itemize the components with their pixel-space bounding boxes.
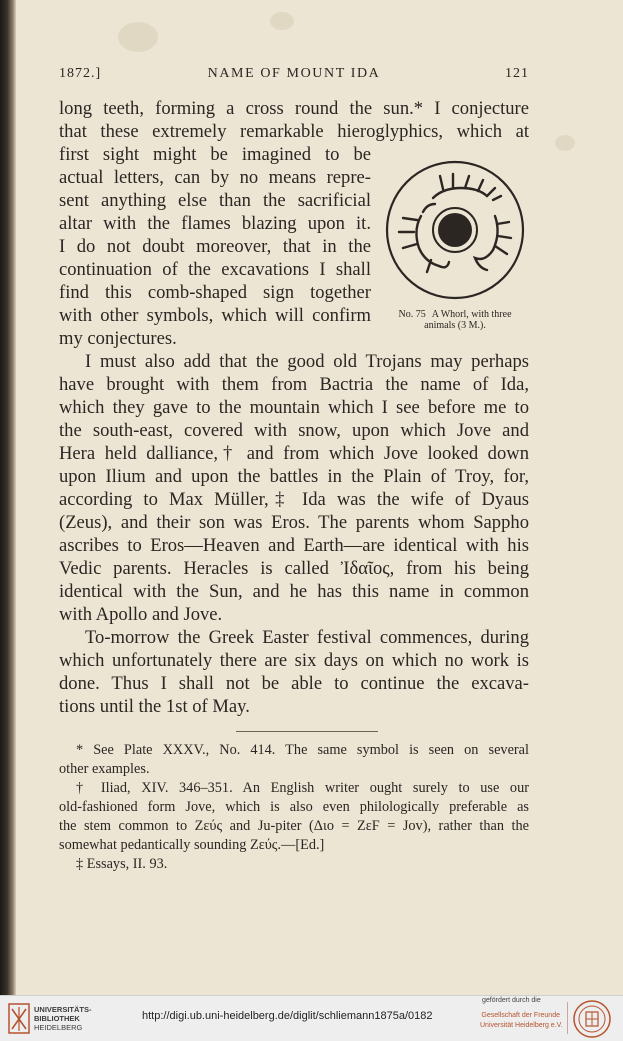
body-line: (Zeus), and their son was Eros. The parents whom Sappho — [59, 512, 529, 533]
university-seal-icon — [572, 999, 612, 1039]
whorl-illustration — [383, 158, 528, 303]
footnote-line: the stem common to Ζεύς and Ju-piter (Διο = ΖεϜ = Jov), rather than the — [59, 818, 529, 834]
paper-stain — [270, 12, 294, 30]
body-line: with Apollo and Jove. — [59, 604, 223, 625]
paper-stain — [118, 22, 158, 52]
body-line: upon Ilium and upon the battles in the Plain of Troy, for, — [59, 466, 529, 487]
library-name-line: BIBLIOTHEK — [34, 1014, 80, 1023]
footer-divider — [567, 1002, 568, 1034]
figure-caption-line: A Whorl, with three — [431, 309, 512, 320]
figure-caption-line: animals (3 M.). — [424, 320, 486, 331]
footnote-line: somewhat pedantically sounding Ζεύς.—[Ed.] — [59, 837, 325, 853]
body-line: long teeth, forming a cross round the sun.* I conjecture — [59, 98, 529, 119]
footnote-line: ‡ Essays, II. 93. — [76, 856, 168, 872]
body-line: To-morrow the Greek Easter festival commences, during — [85, 627, 529, 648]
body-line: done. Thus I shall not be able to continue the excava- — [59, 673, 529, 694]
body-line: which they gave to the mountain which I see before me to — [59, 397, 529, 418]
body-line: the south-east, covered with snow, upon which Jove and — [59, 420, 529, 441]
body-line: find this comb-shaped sign together — [59, 282, 371, 303]
body-line: altar with the flames blazing upon it. — [59, 213, 371, 234]
body-line: first sight might be imagined to be — [59, 144, 371, 165]
funding-organization — [480, 1011, 563, 1031]
body-line: that these extremely remarkable hieroglyphics, which at — [59, 121, 529, 142]
header-year: 1872.] — [59, 66, 102, 81]
body-line: ascribes to Eros—Heaven and Earth—are identical with his — [59, 535, 529, 556]
funding-organization-line: Universität Heidelberg e.V. — [480, 1022, 563, 1029]
funded-by-label: gefördert durch die — [482, 997, 541, 1004]
body-line: my conjectures. — [59, 328, 177, 349]
header-title: NAME OF MOUNT IDA — [207, 66, 381, 81]
body-line: identical with the Sun, and he has this name in common — [59, 581, 529, 602]
body-line: I must also add that the good old Trojans may perhaps — [85, 351, 529, 372]
book-spine-shadow — [0, 0, 16, 995]
footnote-line: old-fashioned form Jove, which is also even philologically preferable as — [59, 799, 529, 815]
library-name — [34, 1005, 104, 1032]
body-line: I do not doubt moreover, that in the — [59, 236, 371, 257]
body-line: tions until the 1st of May. — [59, 696, 250, 717]
library-name-line: UNIVERSITÄTS- — [34, 1005, 92, 1014]
body-line: sent anything else than the sacrificial — [59, 190, 371, 211]
body-line: Hera held dalliance,† and from which Jove looked down — [59, 443, 529, 464]
body-line: which unfortunately there are six days on which no work is — [59, 650, 529, 671]
figure-number: No. 75 — [398, 309, 426, 320]
body-line: have brought with them from Bactria the name of Ida, — [59, 374, 529, 395]
permalink-url[interactable]: http://digi.ub.uni-heidelberg.de/diglit/schliemann1875a/0182 — [142, 1010, 433, 1022]
body-line: actual letters, can by no means repre- — [59, 167, 371, 188]
page-number: 121 — [505, 66, 529, 81]
library-name-line: HEIDELBERG — [34, 1023, 83, 1032]
digital-library-footer — [0, 995, 623, 1041]
funding-organization-line: Gesellschaft der Freunde — [481, 1012, 560, 1019]
paper-stain — [555, 135, 575, 151]
running-header — [59, 66, 529, 86]
footnote-line: * See Plate XXXV., No. 414. The same symbol is seen on several — [76, 742, 529, 758]
body-line: according to Max Müller,‡ Ida was the wife of Dyaus — [59, 489, 529, 510]
body-line: continuation of the excavations I shall — [59, 259, 371, 280]
footnote-line: other examples. — [59, 761, 150, 777]
library-logo-icon — [8, 1003, 30, 1034]
body-line: with other symbols, which will confirm — [59, 305, 371, 326]
footnote-line: † Iliad, XIV. 346–351. An English writer ought surely to use our — [76, 780, 529, 796]
figure-caption — [382, 309, 528, 331]
footnote-divider — [236, 731, 378, 732]
body-line: Vedic parents. Heracles is called Ἰδαῖος, from his being — [59, 558, 529, 579]
